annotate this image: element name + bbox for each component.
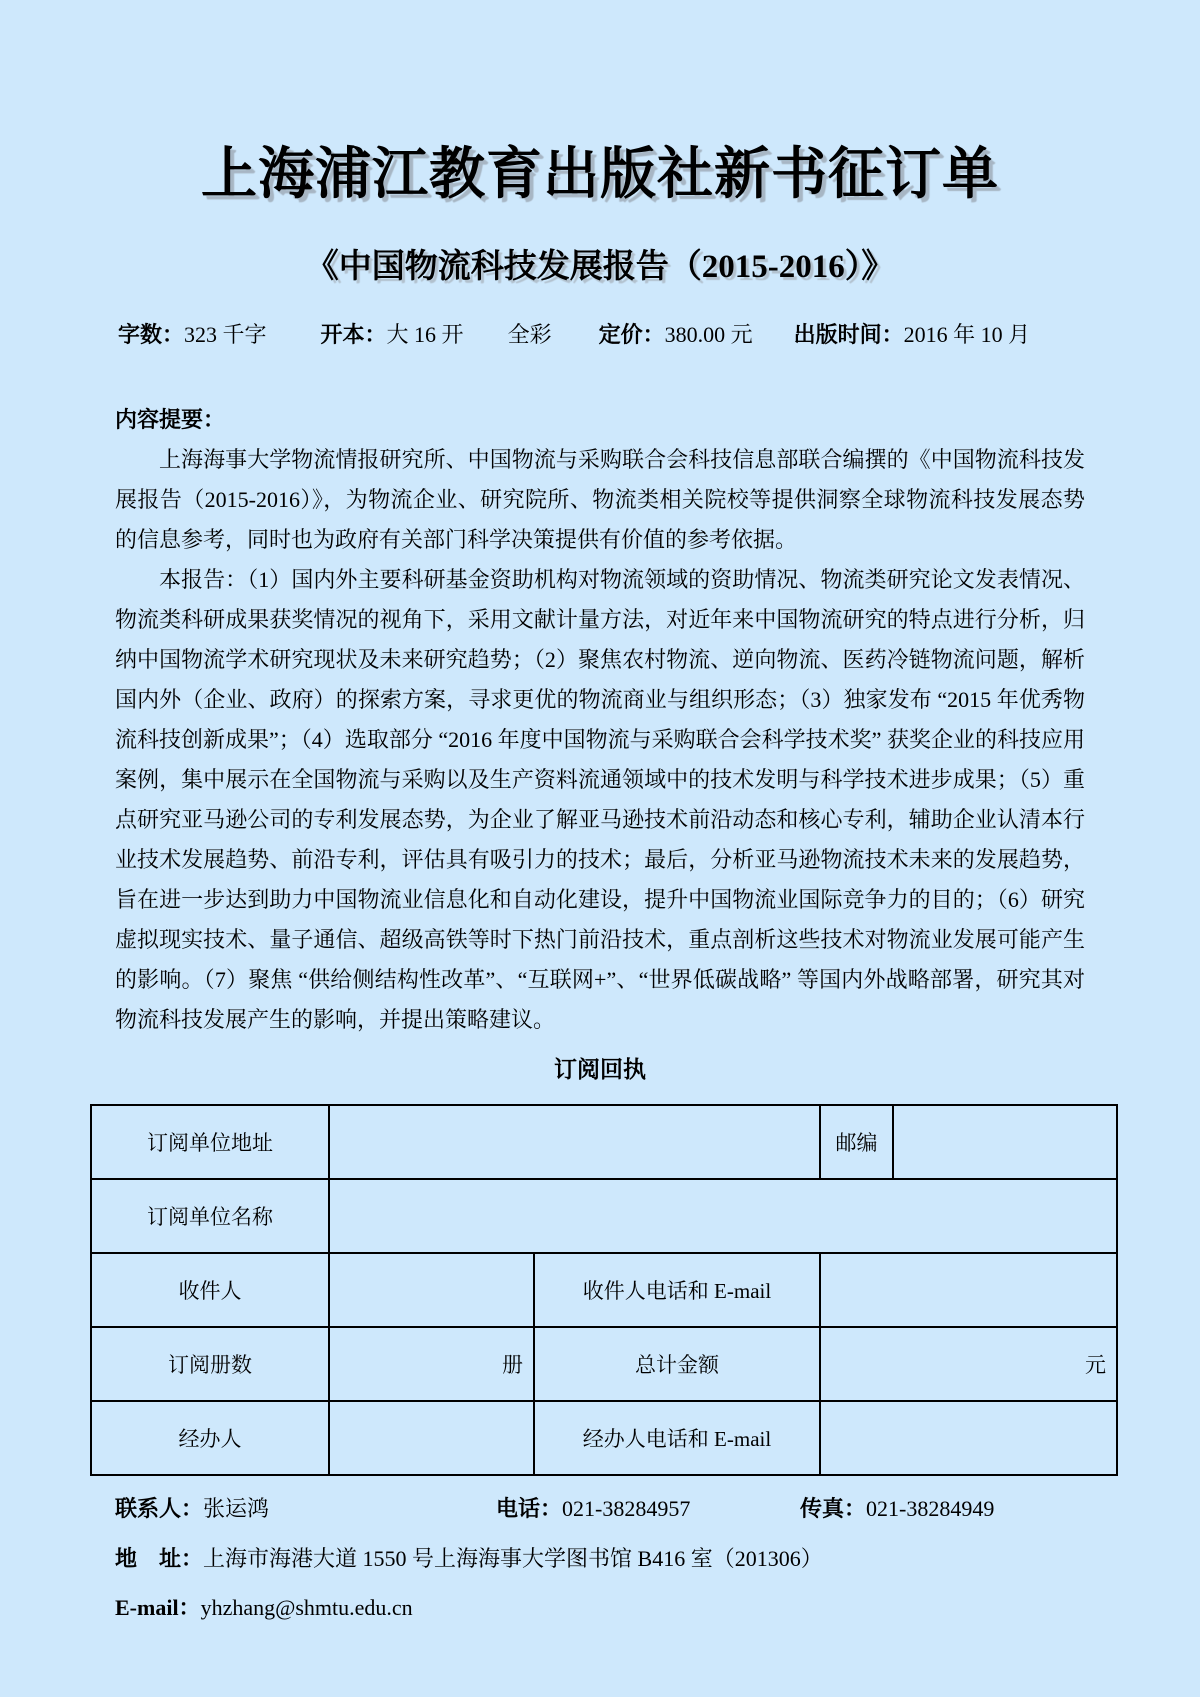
- table-row-handler: [91, 1401, 1117, 1475]
- summary-paragraph-1: 上海海事大学物流情报研究所、中国物流与采购联合会科技信息部联合编撰的《中国物流科技发展报告（2015-2016）》，为物流企业、研究院所、物流类相关院校等提供洞察全球物流科技发展态势的信息参考，同时也为政府有关部门科学决策提供有价值的参考依据。: [115, 447, 1085, 553]
- meta-price: [599, 320, 753, 350]
- total-amount-input-cell[interactable]: [820, 1327, 1117, 1401]
- phone-label: 电话：: [496, 1496, 563, 1522]
- quantity-label-cell: 订阅册数: [91, 1327, 329, 1401]
- unit-name-input-cell[interactable]: [329, 1179, 1117, 1253]
- table-row-address: [91, 1105, 1117, 1179]
- address-value: 上海市海港大道 1550 号上海海事大学图书馆 B416 室（201306）: [203, 1546, 823, 1572]
- meta-format-value: 大 16 开: [386, 322, 464, 348]
- total-amount-label-cell: 总计金额: [534, 1327, 820, 1401]
- phone-value: 021-38284957: [562, 1496, 691, 1522]
- meta-publish-date: [794, 320, 1031, 350]
- recipient-input-cell[interactable]: [329, 1253, 534, 1327]
- meta-format: [321, 320, 464, 350]
- meta-publish-date-label: 出版时间：: [793, 322, 904, 348]
- quantity-input-cell[interactable]: [329, 1327, 534, 1401]
- contact-fax: [800, 1494, 994, 1524]
- contact-phone: [496, 1494, 800, 1524]
- address-label-cell: 订阅单位地址: [91, 1105, 329, 1179]
- document-subtitle: 《中国物流科技发展报告（2015-2016）》: [305, 249, 895, 286]
- meta-color-note: 全彩: [507, 322, 552, 348]
- footer-address-line: [115, 1544, 1085, 1574]
- quantity-unit-label: 册: [502, 1353, 523, 1378]
- postcode-label-cell: 邮编: [820, 1105, 893, 1179]
- table-row-recipient: [91, 1253, 1117, 1327]
- postcode-input-cell[interactable]: [893, 1105, 1117, 1179]
- recipient-phone-email-label-cell: 收件人电话和 E-mail: [534, 1253, 820, 1327]
- unit-name-label-cell: 订阅单位名称: [91, 1179, 329, 1253]
- footer-email-line: [115, 1593, 1085, 1623]
- recipient-label-cell: 收件人: [91, 1253, 329, 1327]
- footer: [115, 1494, 1085, 1623]
- table-row-unit-name: [91, 1179, 1117, 1253]
- meta-publish-date-value: 2016 年 10 月: [903, 322, 1031, 348]
- address-label: 地 址：: [115, 1546, 204, 1572]
- contact-label: 联系人：: [115, 1496, 204, 1522]
- subscription-receipt-table: [90, 1104, 1118, 1476]
- receipt-heading: 订阅回执: [554, 1057, 646, 1083]
- summary-heading: 内容提要：: [115, 407, 226, 433]
- footer-contact-line: [115, 1494, 1085, 1524]
- meta-wordcount: [118, 320, 267, 350]
- contact-value: 张运鸿: [203, 1496, 270, 1522]
- email-value: yhzhang@shmtu.edu.cn: [200, 1595, 413, 1621]
- meta-wordcount-label: 字数：: [118, 322, 185, 348]
- meta-wordcount-value: 323 千字: [184, 322, 267, 348]
- meta-price-value: 380.00 元: [664, 322, 753, 348]
- address-input-cell[interactable]: [329, 1105, 820, 1179]
- handler-phone-email-label-cell: 经办人电话和 E-mail: [534, 1401, 820, 1475]
- handler-label-cell: 经办人: [91, 1401, 329, 1475]
- handler-phone-email-input-cell[interactable]: [820, 1401, 1117, 1475]
- meta-price-label: 定价：: [598, 322, 665, 348]
- document-title: 上海浦江教育出版社新书征订单: [201, 142, 999, 205]
- fax-value: 021-38284949: [866, 1496, 995, 1522]
- meta-format-label: 开本：: [320, 322, 387, 348]
- recipient-phone-email-input-cell[interactable]: [820, 1253, 1117, 1327]
- fax-label: 传真：: [800, 1496, 867, 1522]
- total-unit-label: 元: [1085, 1353, 1106, 1378]
- table-row-quantity: [91, 1327, 1117, 1401]
- summary-paragraph-2: 本报告：（1）国内外主要科研基金资助机构对物流领域的资助情况、物流类研究论文发表情况、物流类科研成果获奖情况的视角下，采用文献计量方法，对近年来中国物流研究的特点进行分析，归纳中国物流学术研究现状及未来研究趋势；（2）聚焦农村物流、逆向物流、医药冷链物流问题，解析国内外（企业、政府）的探索方案，寻求更优的物流商业与组织形态；（3）独家发布 “2015 年优秀物流科技创新成果”；（4）选取部分 “2016 年度中国物流与采购联合会科学技术奖” 获奖企业的科技应用案例，集中展示在全国物流与采购以及生产资料流通领域中的技术发明与科学技术进步成果；（5）重点研究亚马逊公司的专利发展态势，为企业了解亚马逊技术前沿动态和核心专利，辅助企业认清本行业技术发展趋势、前沿专利，评估具有吸引力的技术；最后，分析亚马逊物流技术未来的发展趋势，旨在进一步达到助力中国物流业信息化和自动化建设，提升中国物流业国际竞争力的目的；（6）研究虚拟现实技术、量子通信、超级高铁等时下热门前沿技术，重点剖析这些技术对物流业发展可能产生的影响。（7）聚焦 “供给侧结构性改革”、“互联网+”、“世界低碳战略” 等国内外战略部署，研究其对物流科技发展产生的影响，并提出策略建议。: [115, 567, 1085, 1033]
- email-label: E-mail：: [115, 1595, 201, 1621]
- book-meta-bar: [118, 320, 1088, 350]
- contact-person: [115, 1494, 496, 1524]
- handler-input-cell[interactable]: [329, 1401, 534, 1475]
